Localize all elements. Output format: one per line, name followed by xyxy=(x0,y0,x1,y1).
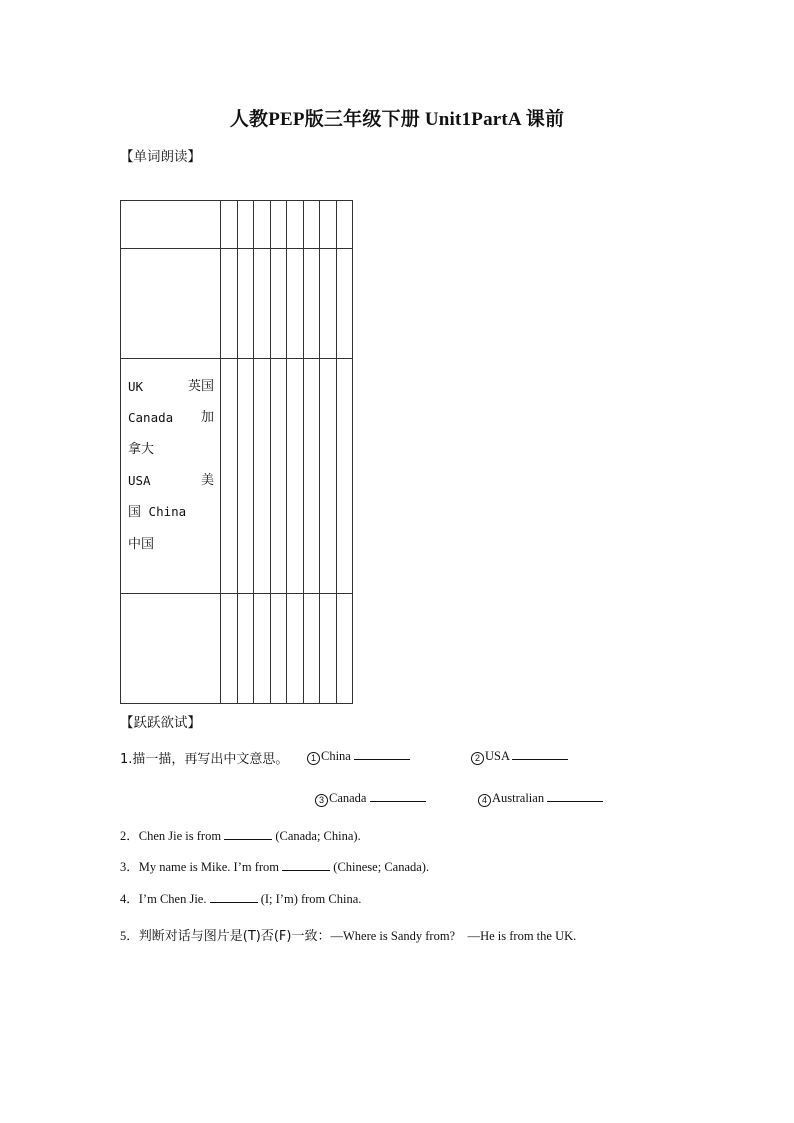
table-cell xyxy=(121,249,221,359)
table-row xyxy=(121,594,353,704)
q1-item-canada: 3 Canada xyxy=(315,790,426,807)
answer-blank[interactable] xyxy=(224,828,272,840)
answer-blank[interactable] xyxy=(370,790,426,802)
question-5: 5．判断对话与图片是(T)否(F)一致：—Where is Sandy from? —He is from the UK. xyxy=(120,929,577,944)
table-row xyxy=(121,201,353,249)
word-line: Canada 加 xyxy=(128,410,214,425)
q1-item-china: 1 China xyxy=(307,748,410,765)
answer-blank[interactable] xyxy=(282,859,330,871)
q1-item-usa: 2 USA xyxy=(471,748,568,765)
question-4: 4．I’m Chen Jie. (I; I’m) from China. xyxy=(120,892,362,906)
question-3: 3．My name is Mike. I’m from (Chinese; Canada). xyxy=(120,860,430,874)
table-row xyxy=(121,359,353,594)
word-line: 国 China xyxy=(128,504,187,520)
answer-blank[interactable] xyxy=(512,748,568,760)
section-heading-trying: 【跃跃欲试】 xyxy=(120,715,201,730)
word-line: USA 美 xyxy=(128,473,214,488)
section-heading-reading: 【单词朗读】 xyxy=(120,149,201,164)
answer-blank[interactable] xyxy=(354,748,410,760)
page-title: 人教PEP版三年级下册 Unit1PartA 课前 xyxy=(229,109,565,130)
word-line: UK 英国 xyxy=(128,379,214,394)
q1-item-australian: 4 Australian xyxy=(478,790,603,807)
word-line: 中国 xyxy=(128,537,155,552)
answer-blank[interactable] xyxy=(547,790,603,802)
table-cell xyxy=(121,201,221,249)
table-cell xyxy=(121,594,221,704)
word-line: 拿大 xyxy=(128,442,155,457)
question-1: 1.描一描，再写出中文意思。 xyxy=(120,752,289,767)
question-2: 2．Chen Jie is from (Canada; China). xyxy=(120,829,361,843)
answer-blank[interactable] xyxy=(210,891,258,903)
table-row xyxy=(121,249,353,359)
word-table xyxy=(120,200,353,704)
word-list-cell xyxy=(121,359,221,594)
